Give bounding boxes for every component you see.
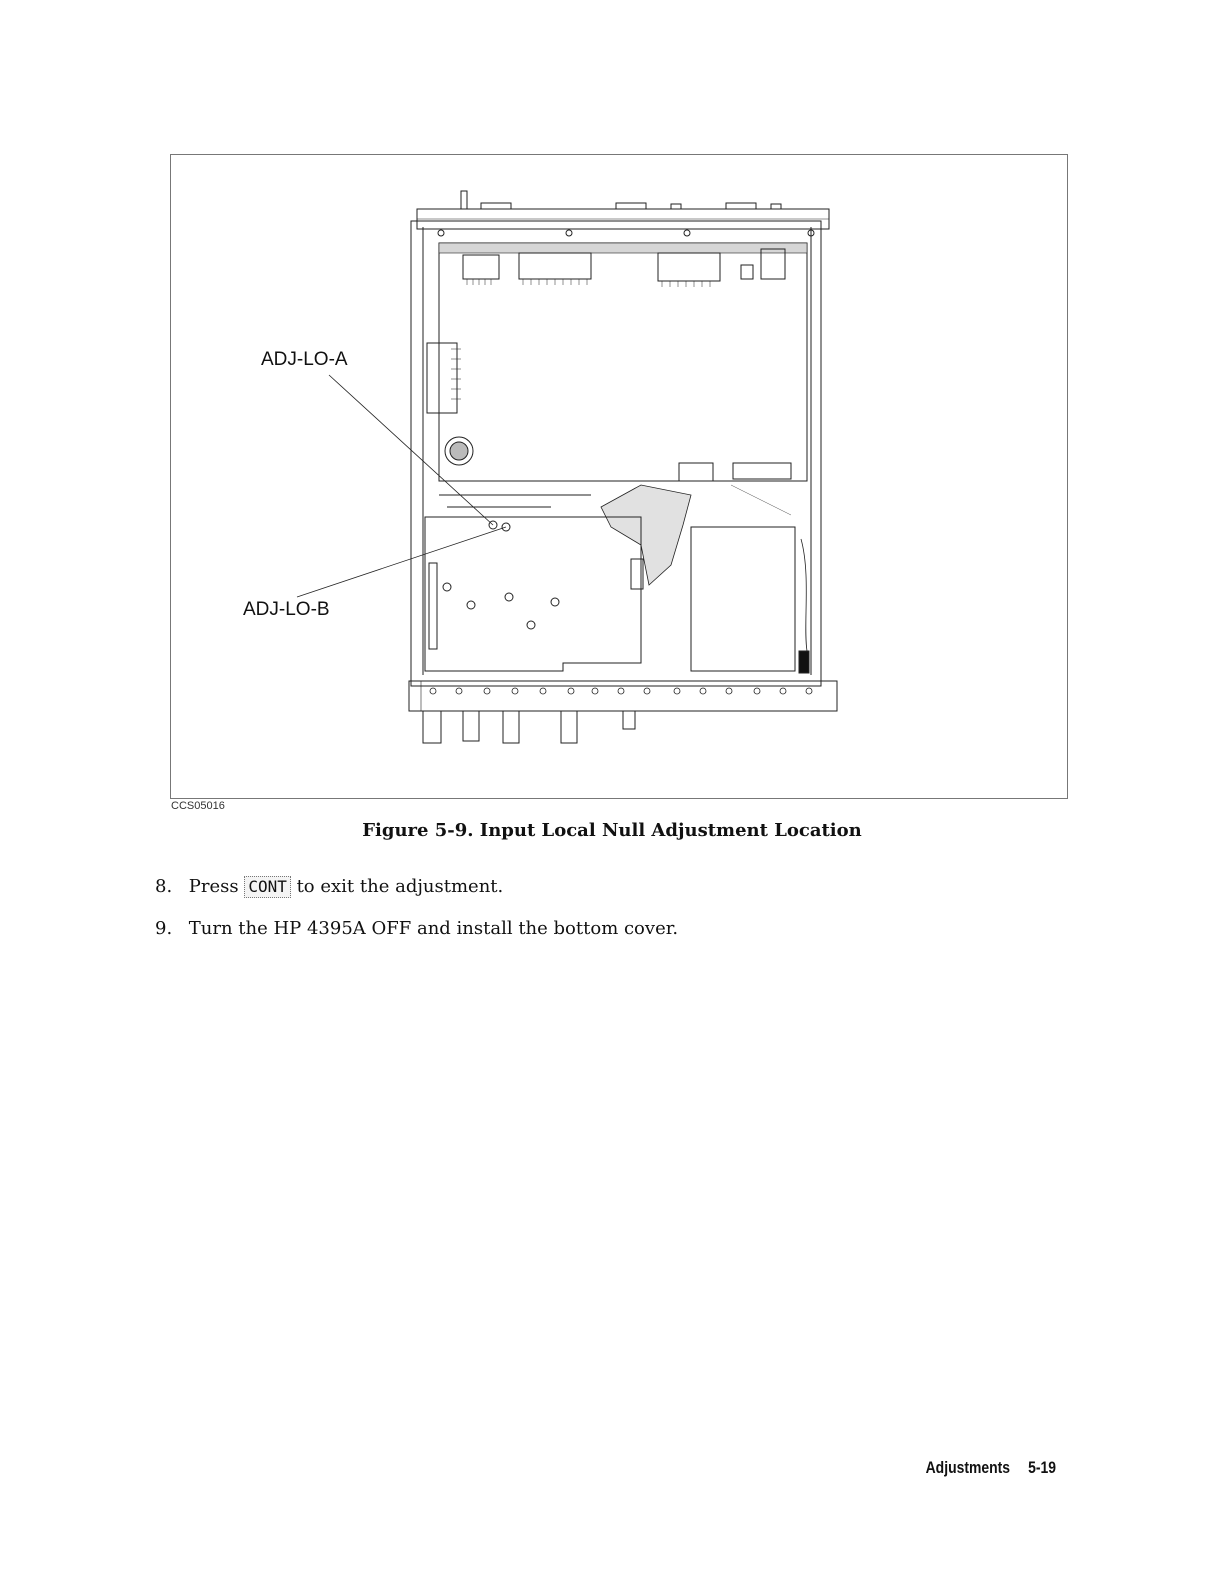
step-text-before: Press	[188, 876, 239, 897]
step-8	[155, 876, 503, 898]
footer-section: Adjustments	[925, 1458, 1011, 1477]
cont-key: CONT	[244, 876, 291, 898]
step-number: 9.	[155, 918, 173, 939]
figure-id: CCS05016	[171, 800, 225, 812]
page-footer	[926, 1458, 1056, 1478]
footer-page-number: 5-19	[1028, 1458, 1056, 1477]
step-text-after: to exit the adjustment.	[296, 876, 504, 897]
callout-adj-lo-b: ADJ-LO-B	[243, 599, 330, 620]
step-number: 8.	[155, 876, 173, 897]
step-text: Turn the HP 4395A OFF and install the bottom cover.	[188, 918, 679, 939]
figure-caption: Figure 5-9. Input Local Null Adjustment Location	[362, 820, 862, 841]
instrument-drawing	[171, 155, 1067, 798]
figure-frame	[170, 154, 1068, 799]
step-9	[155, 918, 678, 939]
callout-adj-lo-a: ADJ-LO-A	[261, 349, 348, 370]
